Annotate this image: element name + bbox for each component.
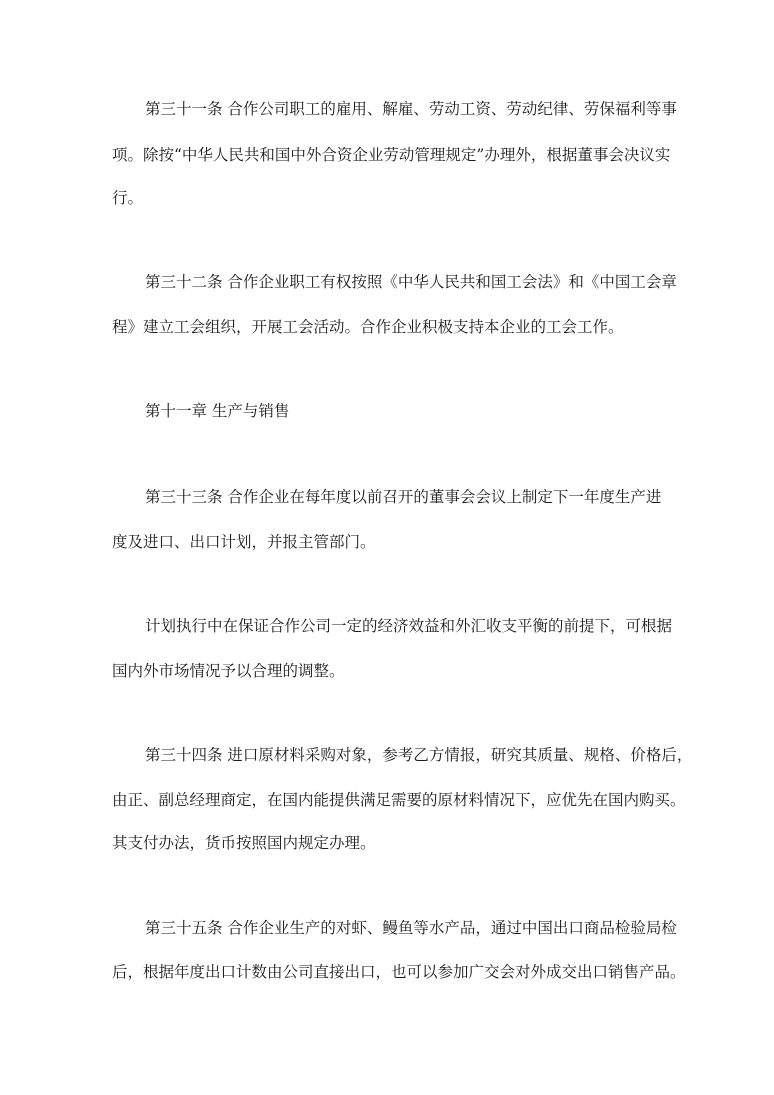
- article-35-line-2: 后，根据年度出口计数由公司直接出口，也可以参加广交会对外成交出口销售产品。: [112, 963, 686, 981]
- article-33-line-1: 第三十三条 合作企业在每年度以前召开的董事会会议上制定下一年度生产进: [145, 488, 662, 506]
- article-31-line-3: 行。: [112, 189, 144, 207]
- article-31-line-2: 项。除按“中华人民共和国中外合资企业劳动管理规定”办理外，根据董事会决议实: [112, 146, 671, 164]
- plan-line-1: 计划执行中在保证合作公司一定的经济效益和外汇收支平衡的前提下，可根据: [145, 617, 673, 635]
- article-34-line-1: 第三十四条 进口原材料采购对象，参考乙方情报，研究其质量、规格、价格后，: [145, 746, 693, 764]
- plan-line-2: 国内外市场情况予以合理的调整。: [112, 662, 345, 680]
- article-32-line-1: 第三十二条 合作企业职工有权按照《中华人民共和国工会法》和《中国工会章: [145, 273, 677, 291]
- article-31-line-1: 第三十一条 合作公司职工的雇用、解雇、劳动工资、劳动纪律、劳保福利等事: [145, 100, 677, 118]
- article-35-line-1: 第三十五条 合作企业生产的对虾、鳗鱼等水产品，通过中国出口商品检验局检: [145, 919, 677, 937]
- article-34-line-2: 由正、副总经理商定，在国内能提供满足需要的原材料情况下，应优先在国内购买。: [112, 791, 686, 809]
- article-32-line-2: 程》建立工会组织，开展工会活动。合作企业积极支持本企业的工会工作。: [112, 318, 624, 336]
- article-34-line-3: 其支付办法，货币按照国内规定办理。: [112, 834, 376, 852]
- chapter-heading: 第十一章 生产与销售: [145, 402, 290, 420]
- article-33-line-2: 度及进口、出口计划，并报主管部门。: [112, 533, 376, 551]
